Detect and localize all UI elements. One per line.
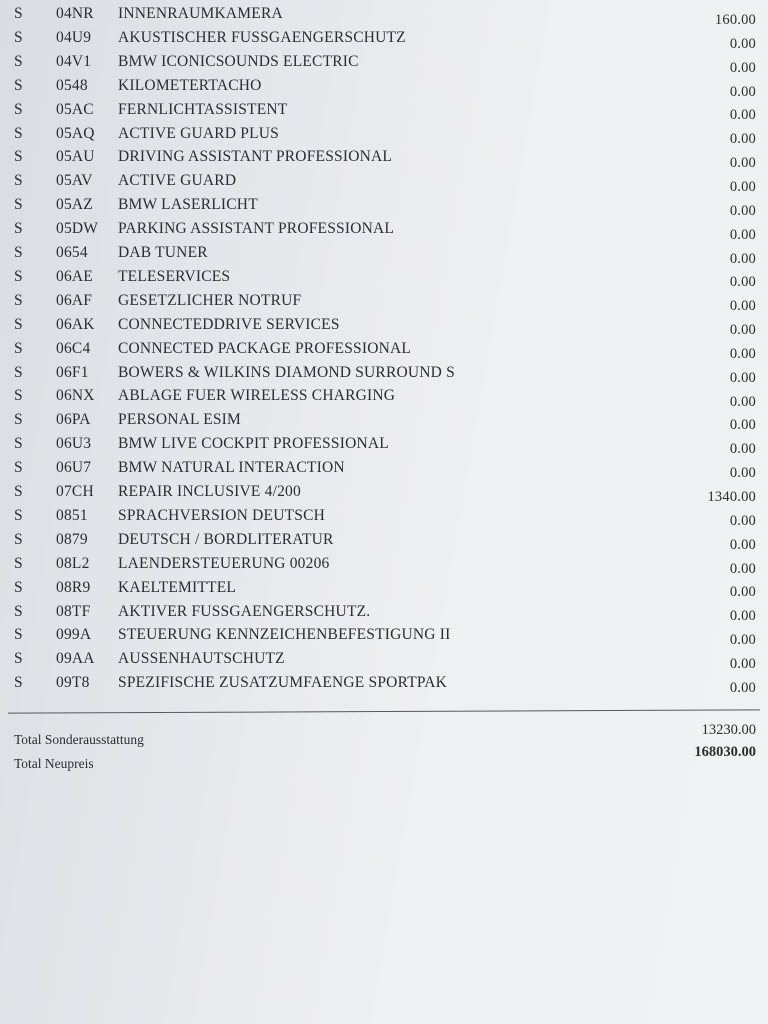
item-description: FERNLICHTASSISTENT xyxy=(118,100,288,118)
list-item xyxy=(0,338,768,360)
item-flag: S xyxy=(14,244,23,261)
list-item xyxy=(0,146,768,172)
item-flag: S xyxy=(14,315,23,333)
item-price: 0.00 xyxy=(729,35,756,52)
item-code: 08R9 xyxy=(56,578,91,596)
item-description: SPRACHVERSION DEUTSCH xyxy=(118,506,326,524)
list-item xyxy=(0,242,768,267)
item-flag: S xyxy=(14,148,23,166)
list-item xyxy=(0,3,768,28)
item-code: 0851 xyxy=(56,506,88,524)
item-flag: S xyxy=(14,411,23,429)
item-price: 0.00 xyxy=(729,679,756,696)
list-item xyxy=(0,385,768,410)
item-description: AUSSENHAUTSCHUTZ xyxy=(118,650,285,668)
item-price: 0.00 xyxy=(729,202,756,219)
item-description: GESETZLICHER NOTRUF xyxy=(118,291,302,309)
item-price: 0.00 xyxy=(729,226,756,243)
item-price: 0.00 xyxy=(729,107,756,124)
item-code: 0654 xyxy=(56,244,88,261)
item-code: 05AV xyxy=(56,172,93,190)
item-description: DRIVING ASSISTANT PROFESSIONAL xyxy=(118,148,393,166)
item-flag: S xyxy=(14,100,23,118)
item-price: 0.00 xyxy=(729,465,756,482)
item-description: LAENDERSTEUERUNG 00206 xyxy=(118,554,330,572)
list-item xyxy=(0,51,768,76)
item-flag: S xyxy=(14,650,23,668)
list-item xyxy=(0,505,768,527)
item-flag: S xyxy=(14,172,23,190)
item-description: BMW LIVE COCKPIT PROFESSIONAL xyxy=(118,435,389,453)
item-flag: S xyxy=(14,578,23,596)
item-code: 04V1 xyxy=(56,52,92,70)
item-code: 06AF xyxy=(56,291,93,309)
list-item xyxy=(0,314,768,339)
list-item xyxy=(0,99,768,124)
item-description: DEUTSCH / BORDLITERATUR xyxy=(118,530,334,548)
divider-line xyxy=(8,709,760,713)
item-price: 0.00 xyxy=(729,298,756,315)
list-item xyxy=(0,529,768,551)
item-description: PARKING ASSISTANT PROFESSIONAL xyxy=(118,220,395,238)
item-price: 0.00 xyxy=(729,322,756,339)
item-description: SPEZIFISCHE ZUSATZUMFAENGE SPORTPAK xyxy=(118,674,448,692)
item-price: 0.00 xyxy=(729,417,756,434)
item-flag: S xyxy=(14,196,23,214)
item-description: ABLAGE FUER WIRELESS CHARGING xyxy=(118,387,396,405)
item-code: 06PA xyxy=(56,411,91,429)
item-flag: S xyxy=(14,339,23,357)
item-description: INNENRAUMKAMERA xyxy=(118,5,283,22)
item-price: 0.00 xyxy=(729,393,756,410)
item-code: 06AK xyxy=(56,315,95,333)
item-description: BMW NATURAL INTERACTION xyxy=(118,459,345,477)
item-code: 08TF xyxy=(56,602,91,620)
item-flag: S xyxy=(14,291,23,309)
item-code: 08L2 xyxy=(56,554,90,572)
item-flag: S xyxy=(14,52,23,70)
list-item xyxy=(0,601,768,623)
item-flag: S xyxy=(14,76,23,94)
item-flag: S xyxy=(14,459,23,477)
item-description: AKTIVER FUSSGAENGERSCHUTZ. xyxy=(118,602,371,620)
item-price: 0.00 xyxy=(729,536,756,553)
total-sonderausstattung-value: 13230.00 xyxy=(701,722,756,738)
total-neupreis-value: 168030.00 xyxy=(694,744,756,760)
list-item xyxy=(0,266,768,291)
list-item xyxy=(0,75,768,100)
item-description: BMW ICONICSOUNDS ELECTRIC xyxy=(118,52,359,70)
item-price: 0.00 xyxy=(729,441,756,458)
list-item xyxy=(0,624,768,649)
item-description: TELESERVICES xyxy=(118,267,231,285)
item-code: 07CH xyxy=(56,483,94,500)
item-price: 0.00 xyxy=(729,131,756,148)
item-price: 0.00 xyxy=(729,369,756,386)
list-item xyxy=(0,170,768,195)
item-code: 06AE xyxy=(56,267,93,285)
item-price: 0.00 xyxy=(729,632,756,649)
item-flag: S xyxy=(14,554,23,572)
list-item xyxy=(0,123,768,148)
list-item xyxy=(0,194,768,219)
item-code: 0548 xyxy=(56,76,88,94)
item-price: 0.00 xyxy=(729,274,756,291)
item-code: 05DW xyxy=(56,220,99,238)
item-price: 0.00 xyxy=(729,83,756,100)
item-flag: S xyxy=(14,5,23,22)
item-price: 0.00 xyxy=(729,59,756,76)
item-flag: S xyxy=(14,435,23,453)
item-description: ACTIVE GUARD PLUS xyxy=(118,124,279,142)
list-item xyxy=(0,290,768,315)
item-description: BOWERS & WILKINS DIAMOND SURROUND S xyxy=(118,363,455,381)
item-price: 0.00 xyxy=(729,178,756,195)
item-code: 06NX xyxy=(56,387,95,405)
item-flag: S xyxy=(14,674,23,692)
item-price: 0.00 xyxy=(729,655,756,672)
item-price: 0.00 xyxy=(729,584,756,601)
item-description: KAELTEMITTEL xyxy=(118,578,237,596)
item-description: BMW LASERLICHT xyxy=(118,196,258,214)
item-code: 06F1 xyxy=(56,363,89,381)
item-description: KILOMETERTACHO xyxy=(118,76,262,94)
list-item xyxy=(0,672,768,694)
list-item xyxy=(0,457,768,482)
item-price: 160.00 xyxy=(714,12,756,28)
item-flag: S xyxy=(14,220,23,238)
list-item xyxy=(0,648,768,670)
item-description: STEUERUNG KENNZEICHENBEFESTIGUNG II xyxy=(118,626,451,644)
list-item xyxy=(0,553,768,575)
item-flag: S xyxy=(14,602,23,620)
total-sonderausstattung-label: Total Sonderausstattung xyxy=(14,732,144,747)
item-flag: S xyxy=(14,124,23,142)
item-code: 0879 xyxy=(56,530,88,548)
item-code: 05AQ xyxy=(56,124,95,142)
item-flag: S xyxy=(14,483,23,500)
total-neupreis-row xyxy=(0,744,768,774)
item-price: 0.00 xyxy=(729,155,756,172)
list-item xyxy=(0,362,768,384)
item-description: CONNECTED PACKAGE PROFESSIONAL xyxy=(118,339,412,357)
item-price: 0.00 xyxy=(729,560,756,577)
list-item xyxy=(0,481,768,503)
item-description: PERSONAL ESIM xyxy=(118,411,242,429)
item-price: 0.00 xyxy=(729,512,756,529)
item-code: 06U7 xyxy=(56,459,92,477)
item-flag: S xyxy=(14,530,23,548)
list-item xyxy=(0,577,768,599)
item-code: 04U9 xyxy=(56,28,92,46)
total-sonderausstattung-row xyxy=(0,722,768,750)
item-description: REPAIR INCLUSIVE 4/200 xyxy=(118,483,301,500)
item-flag: S xyxy=(14,363,23,381)
list-item xyxy=(0,433,768,458)
item-code: 05AZ xyxy=(56,196,93,214)
item-flag: S xyxy=(14,28,23,46)
list-item xyxy=(0,27,768,52)
item-code: 04NR xyxy=(56,5,94,22)
item-flag: S xyxy=(14,387,23,405)
item-flag: S xyxy=(14,506,23,524)
item-flag: S xyxy=(14,626,23,644)
item-code: 06C4 xyxy=(56,339,91,357)
item-code: 05AC xyxy=(56,100,94,118)
item-description: AKUSTISCHER FUSSGAENGERSCHUTZ xyxy=(118,28,406,46)
list-item xyxy=(0,218,768,243)
item-price: 0.00 xyxy=(729,250,756,267)
item-flag: S xyxy=(14,267,23,285)
item-code: 099A xyxy=(56,626,92,644)
list-item xyxy=(0,409,768,434)
item-price: 1340.00 xyxy=(707,489,756,505)
total-neupreis-label: Total Neupreis xyxy=(14,756,94,771)
item-description: CONNECTEDDRIVE SERVICES xyxy=(118,315,340,333)
item-code: 05AU xyxy=(56,148,95,166)
item-price: 0.00 xyxy=(729,608,756,625)
item-code: 09AA xyxy=(56,650,95,668)
item-description: ACTIVE GUARD xyxy=(118,172,237,190)
item-code: 09T8 xyxy=(56,674,90,692)
item-price: 0.00 xyxy=(729,345,756,362)
item-description: DAB TUNER xyxy=(118,244,208,261)
item-code: 06U3 xyxy=(56,435,92,453)
